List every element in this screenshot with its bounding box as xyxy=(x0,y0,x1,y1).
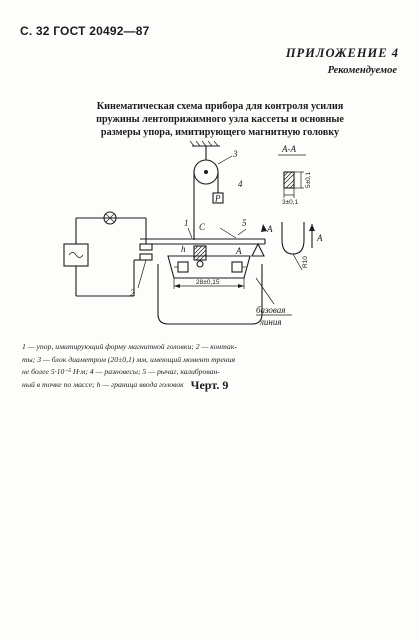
label-5: 5 xyxy=(242,218,247,228)
baseline-leader xyxy=(256,278,274,304)
dim-height: 5±0,1 xyxy=(305,171,312,188)
label-a-1: А xyxy=(236,246,242,256)
reel-right xyxy=(232,262,242,272)
kinematic-diagram xyxy=(60,136,340,336)
caption-line-4: ный в точке по массе; h — граница ввода головок xyxy=(22,379,184,389)
baseline-label-2: линия xyxy=(260,317,282,327)
leader-1 xyxy=(188,228,192,238)
dim-arrow-left xyxy=(174,284,180,288)
leader-2 xyxy=(138,260,146,288)
radius-label: R10 xyxy=(302,256,309,268)
section-label: А-А xyxy=(282,144,296,154)
cassette-window xyxy=(168,256,250,278)
pivot-triangle xyxy=(252,244,264,256)
label-c: С xyxy=(199,222,206,232)
label-3: 3 xyxy=(233,149,238,159)
cassette-body xyxy=(158,264,262,324)
section-hatch xyxy=(284,172,294,188)
caption-line-2: ты; 3 — блок диаметром (20±0,1) мм, имеющий момент трения xyxy=(22,354,236,364)
r10-profile xyxy=(282,222,304,254)
ceiling-hatch xyxy=(190,141,218,146)
leader-5 xyxy=(238,229,246,235)
label-4: 4 xyxy=(238,179,243,189)
leader-3 xyxy=(218,156,232,164)
dim-main: 28±0,15 xyxy=(196,279,220,286)
label-a-2: А xyxy=(267,224,273,234)
caption-line-1: 1 — упор, имитирующий форму магнитной головки; 2 — контак- xyxy=(22,342,237,351)
head-hatch xyxy=(194,246,206,260)
head-pivot xyxy=(197,261,203,267)
dim-arrow-right xyxy=(238,284,244,288)
caption-line-3: не более 5·10⁻⁵ Н·м; 4 — разновесы; 5 — рычаг, калиброван- xyxy=(22,367,220,376)
figure-title-line-2: пружины лентоприжимного узла кассеты и основные xyxy=(96,114,344,125)
dim-width: 3±0,1 xyxy=(282,199,299,206)
page-header: С. 32 ГОСТ 20492—87 xyxy=(20,24,150,38)
r10-leader xyxy=(293,254,302,270)
label-a-3: А xyxy=(317,233,323,243)
figure-title-line-3: размеры упора, имитирующего магнитную головку xyxy=(100,127,340,138)
figure-title-line-1: Кинематическая схема прибора для контроля усилия xyxy=(96,101,344,112)
contact-upper xyxy=(140,244,152,250)
appendix-subtitle: Рекомендуемое xyxy=(327,65,397,76)
leader-c xyxy=(220,228,236,238)
label-p: Р xyxy=(215,193,221,204)
section-arrow-head xyxy=(309,224,315,231)
contact-lower xyxy=(140,254,152,260)
label-1: 1 xyxy=(184,218,189,228)
appendix-title: ПРИЛОЖЕНИЕ 4 xyxy=(285,46,399,60)
figure-title xyxy=(70,100,370,139)
ac-symbol xyxy=(69,253,83,258)
figure-label: Черт. 9 xyxy=(190,378,229,392)
pulley-axle xyxy=(204,170,208,174)
reel-left xyxy=(178,262,188,272)
label-h: h xyxy=(181,244,186,254)
label-2: 2 xyxy=(130,288,135,298)
baseline-label-1: базовая xyxy=(256,305,286,315)
